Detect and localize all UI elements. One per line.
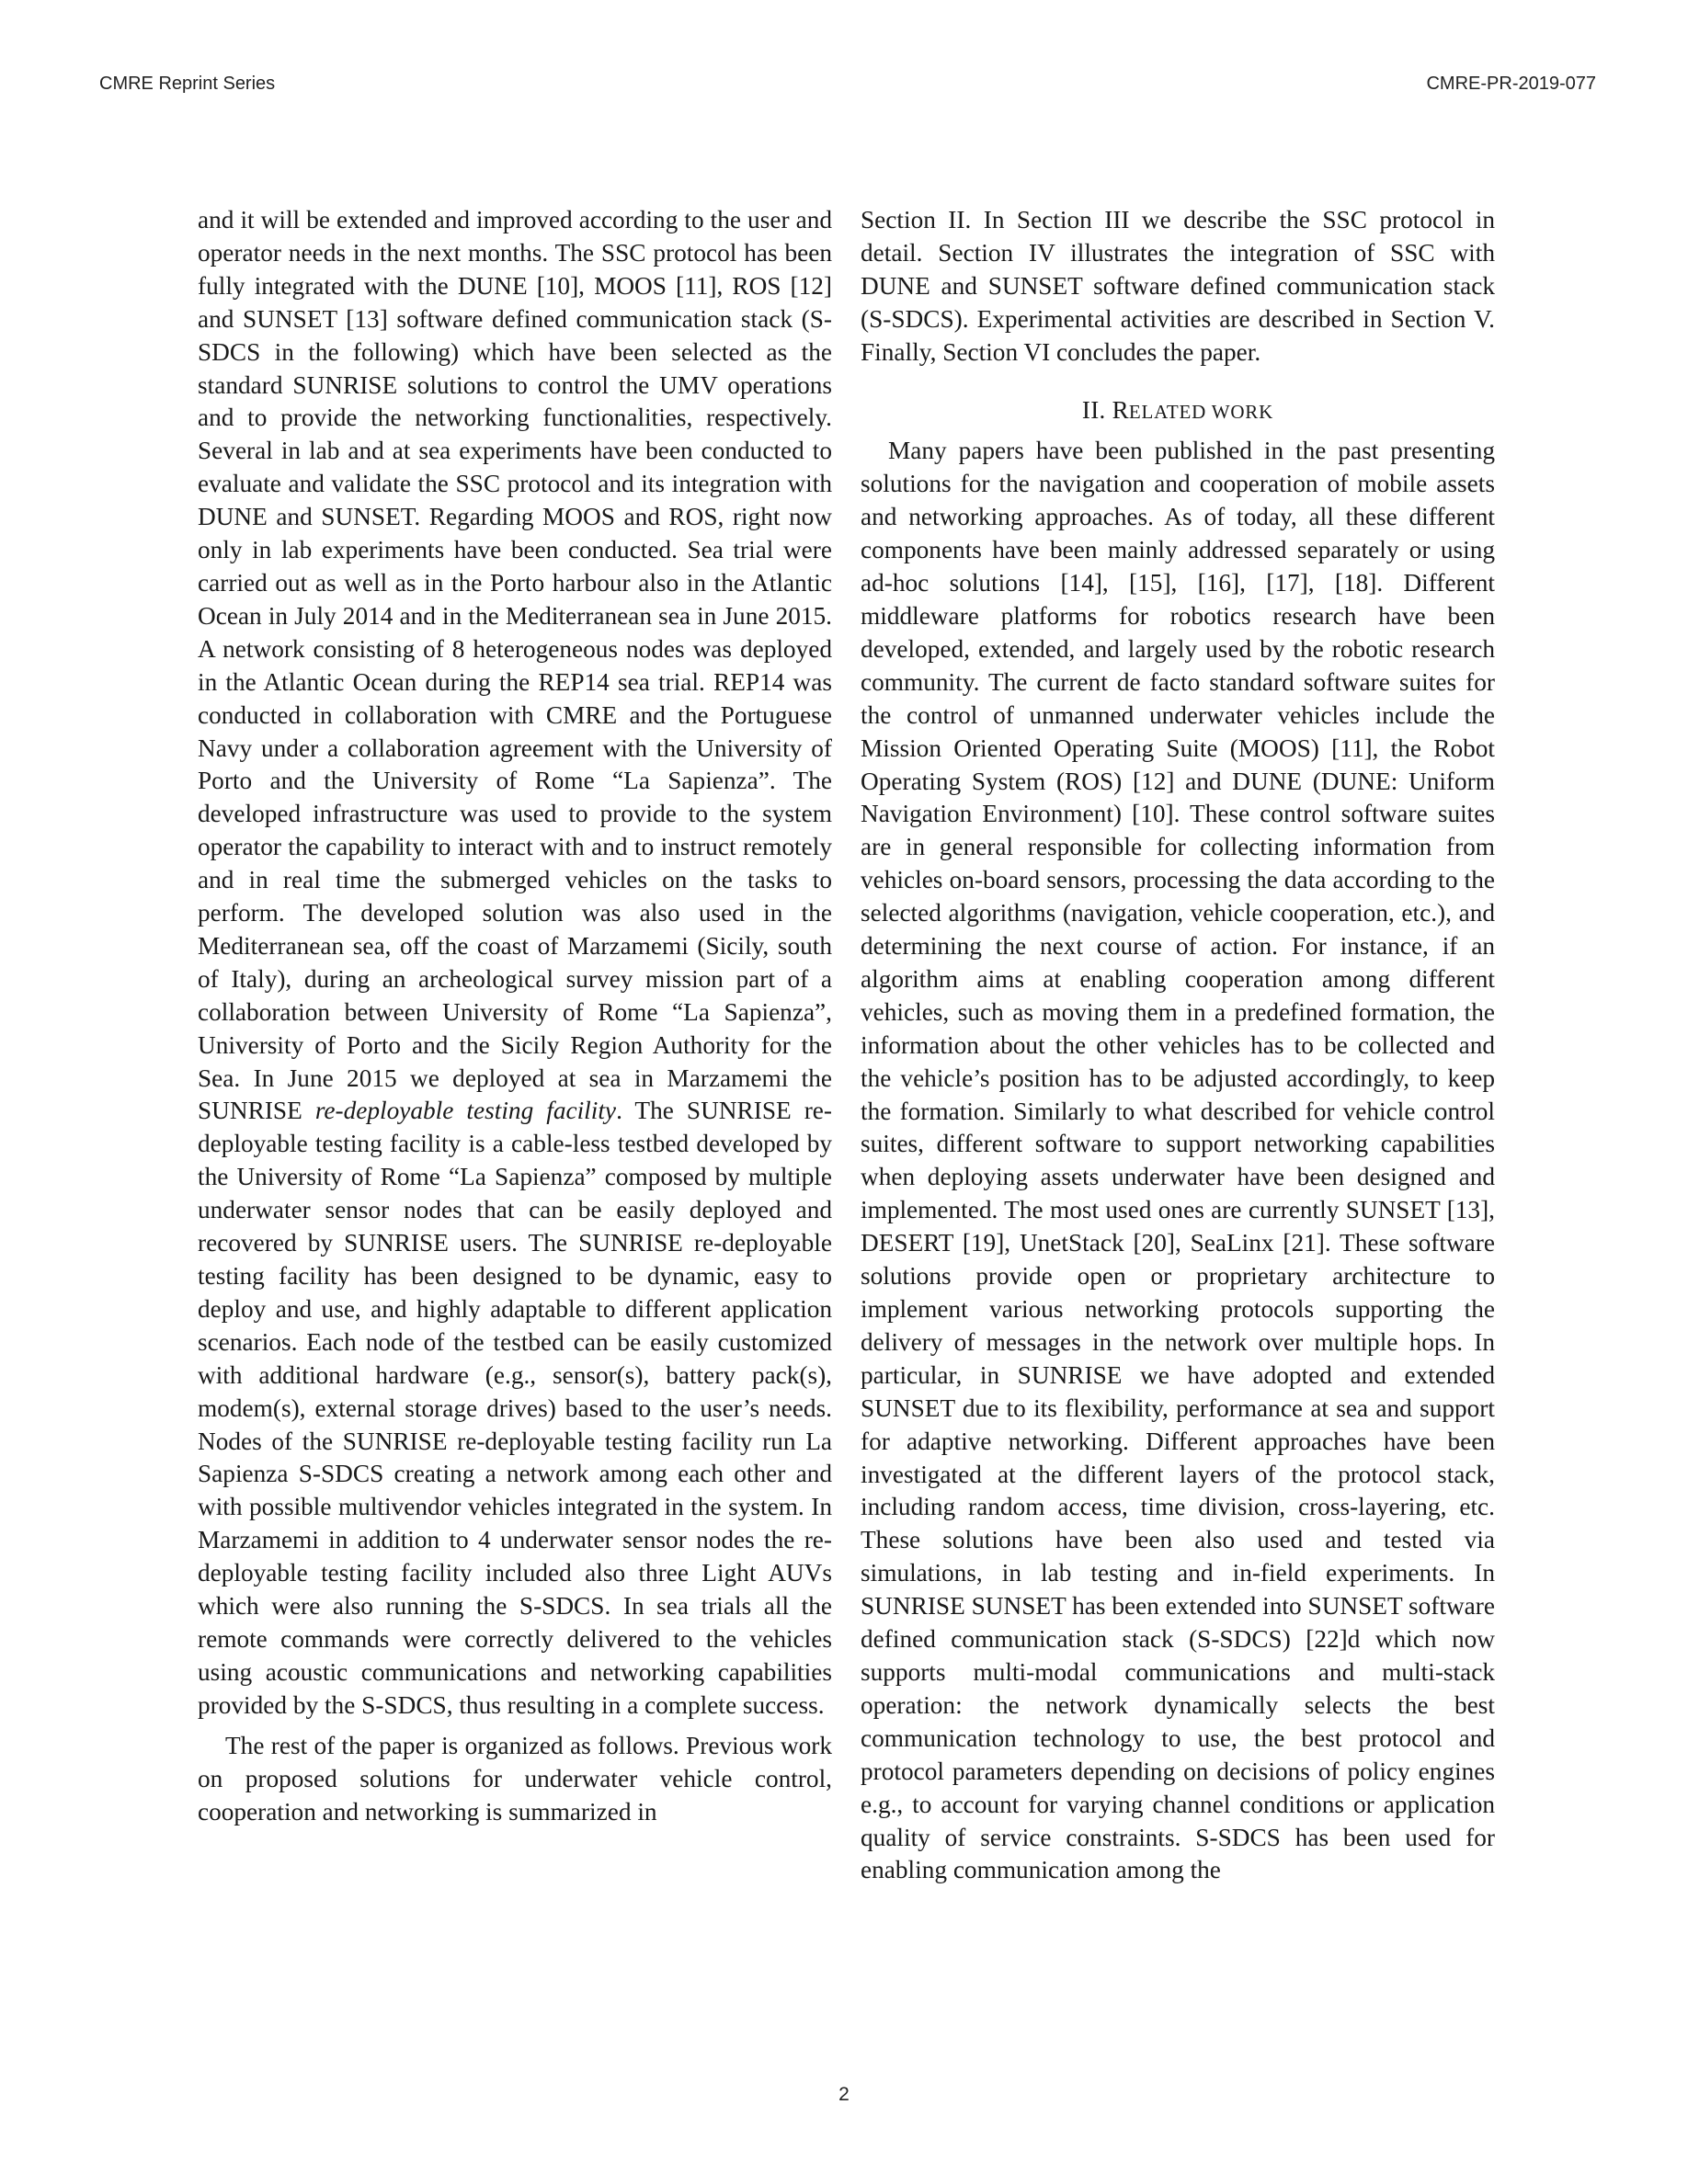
section-heading-title: ELATED WORK <box>1128 400 1274 423</box>
header-report-number: CMRE-PR-2019-077 <box>1426 74 1596 94</box>
paragraph-sections: Section II. In Section III we describe the SSC protocol in detail. Section IV illustrates the integration of SSC with DUNE and SUNSET software defined communication stack (S-SDCS). Experimental activities are described in Section V. Finally, Section VI concludes the paper. <box>861 206 1495 366</box>
page-number: 2 <box>838 2084 850 2105</box>
emphasis-text: re-deployable testing facility <box>314 1097 617 1125</box>
paragraph-text: and it will be extended and improved according to the user and operator needs in the next months. The SSC protocol has been fully integrated with the DUNE [10], MOOS [11], ROS [12] and SUNSET [13] software defined communication stack (S-SDCS in the following) which have been selected as the standard SUNRISE solutions to control the UMV operations and to provide the networking functionalities, respectively. Several in lab and at sea experiments have been conducted to evaluate and validate the SSC protocol and its integration with DUNE and SUNSET. Regarding MOOS and ROS, right now only in lab experiments have been conducted. Sea trial were carried out as well as in the Porto harbour also in the Atlantic Ocean in July 2014 and in the Mediterranean sea in June 2015. A network consisting of 8 heterogeneous nodes was deployed in the Atlantic Ocean during the REP14 sea trial. REP14 was conducted in collaboration with CMRE and the Portuguese Navy under a collaboration agreement with the University of Porto and the University of Rome “La Sapienza”. The developed infrastructure was used to provide to the system operator the capability to interact with and to instruct remotely and in real time the submerged vehicles on the tasks to perform. The developed solution was also used in the Mediterranean sea, off the coast of Marzamemi (Sicily, south of Italy), during an archeological survey mission part of a collaboration between University of Rome “La Sapienza”, University of Porto and the Sicily Region Authority for the Sea. In June 2015 we deployed at sea in Marzamemi the SUNRISE <box>198 206 832 1125</box>
section-heading <box>861 394 1495 429</box>
running-header <box>99 74 1596 101</box>
header-series-label: CMRE Reprint Series <box>99 74 276 94</box>
left-column <box>198 204 832 1828</box>
paragraph-text: . The SUNRISE re-deployable testing facility is a cable-less testbed developed by the University of Rome “La Sapienza” composed by multiple underwater sensor nodes that can be easily deployed and recovered by SUNRISE users. The SUNRISE re-deployable testing facility has been designed to be dynamic, easy to deploy and use, and highly adaptable to different application scenarios. Each node of the testbed can be easily customized with additional hardware (e.g., sensor(s), battery pack(s), modem(s), external storage drives) based to the user’s needs. Nodes of the SUNRISE re-deployable testing facility run La Sapienza S-SDCS creating a network among each other and with possible multivendor vehicles integrated in the system. In Marzamemi in addition to 4 underwater sensor nodes the re-deployable testing facility included also three Light AUVs which were also running the S-SDCS. In sea trials all the remote commands were correctly delivered to the vehicles using acoustic communications and networking capabilities provided by the S-SDCS, thus resulting in a complete success. <box>198 1097 833 1719</box>
right-column <box>861 204 1495 1887</box>
paragraph-continued <box>198 204 832 1723</box>
paragraph-related-work: Many papers have been published in the past presenting solutions for the navigation and cooperation of mobile assets and networking approaches. As of today, all these different components have been mainly addressed separately or using ad-hoc solutions [14], [15], [16], [17], [18]. Different middleware platforms for robotics research have been developed, extended, and largely used by the robotic research community. The current de facto standard software suites for the control of unmanned underwater vehicles include the Mission Oriented Operating Suite (MOOS) [11], the Robot Operating System (ROS) [12] and DUNE (DUNE: Uniform Navigation Environment) [10]. These control software suites are in general responsible for collecting information from vehicles on-board sensors, processing the data according to the selected algorithms (navigation, vehicle cooperation, etc.), and determining the next course of action. For instance, if an algorithm aims at enabling cooperation among different vehicles, such as moving them in a predefined formation, the information about the other vehicles has to be collected and the vehicle’s position has to be adjusted accordingly, to keep the formation. Similarly to what described for vehicle control suites, different software to support networking capabilities when deploying assets underwater have been designed and implemented. The most used ones are currently SUNSET [13], DESERT [19], UnetStack [20], SeaLinx [21]. These software solutions provide open or proprietary architecture to implement various networking protocols supporting the delivery of messages in the network over multiple hops. In particular, in SUNRISE we have adopted and extended SUNSET due to its flexibility, performance at sea and support for adaptive networking. Different approaches have been investigated at the different layers of the protocol stack, including random access, time division, cross-layering, etc. These solutions have been also used and tested via simulations, in lab testing and in-field experiments. In SUNRISE SUNSET has been extended into SUNSET software defined communication stack (S-SDCS) [22]d which now supports multi-modal communications and multi-stack operation: the network dynamically selects the best communication technology to use, the best protocol and protocol parameters depending on decisions of policy engines e.g., to account for varying channel conditions or application quality of service constraints. S-SDCS has been used for enabling communication among the <box>861 437 1495 1884</box>
section-heading-number: II. R <box>1081 395 1129 424</box>
paragraph-organization: The rest of the paper is organized as follows. Previous work on proposed solutions for underwater vehicle control, cooperation and networking is summarized in <box>198 1731 832 1826</box>
